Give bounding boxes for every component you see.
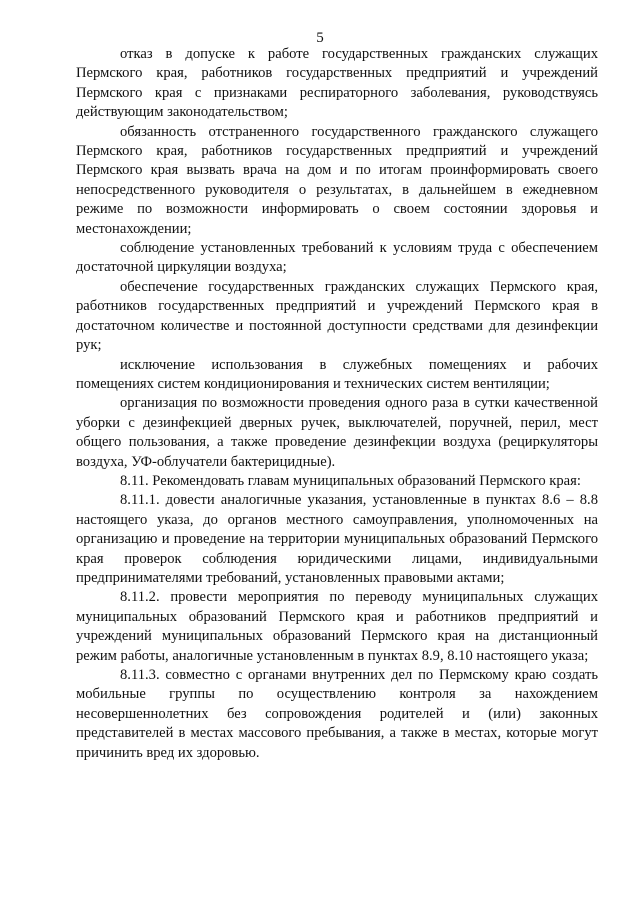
paragraph-9: 8.11.2. провести мероприятия по переводу муниципальных служащих муниципальных образований Пермского края и работников предприятий и учреждений муниципальных образований Пермского края на дистанционный режим работы, аналогичные установленным в пунктах 8.9, 8.10 настоящего указа; bbox=[76, 589, 598, 664]
paragraph-7: 8.11. Рекомендовать главам муниципальных образований Пермского края: bbox=[120, 472, 581, 489]
paragraph-10: 8.11.3. совместно с органами внутренних дел по Пермскому краю создать мобильные группы по осуществлению контроля за нахождением несовершеннолетних без сопровождения родителей и (или) законных представителей в местах массового пребывания, а также в местах, которые могут причинить вред их здоровью. bbox=[76, 667, 598, 761]
paragraph-4: обеспечение государственных гражданских служащих Пермского края, работников государственных предприятий и учреждений Пермского края в достаточном количестве и постоянной доступности средствами для дезинфекции рук; bbox=[76, 278, 598, 354]
paragraph-8: 8.11.1. довести аналогичные указания, установленные в пунктах 8.6 – 8.8 настоящего указа, до органов местного самоуправления, уполномоченных на организацию и проведение на территории муниципальных образований Пермского края проверок соблюдения юридическими лицами, индивидуальными предпринимателями требований, установленных правовыми актами; bbox=[76, 492, 598, 586]
paragraph-5: исключение использования в служебных помещениях и рабочих помещениях систем кондиционирования и технических систем вентиляции; bbox=[76, 356, 598, 392]
paragraph-1: отказ в допуске к работе государственных гражданских служащих Пермского края, работников государственных предприятий и учреждений Пермского края с признаками респираторного заболевания, руководствуясь действующим законодательством; bbox=[76, 46, 598, 121]
page-number: 5 bbox=[316, 30, 324, 46]
document-body bbox=[76, 45, 598, 763]
paragraph-3: соблюдение установленных требований к условиям труда с обеспечением достаточной циркуляции воздуха; bbox=[76, 240, 598, 276]
paragraph-2: обязанность отстраненного государственного гражданского служащего Пермского края, работников государственных предприятий и учреждений Пермского края вызвать врача на дом и по итогам проинформировать своего непосредственного руководителя о результатах, в дальнейшем в ежедневном режиме по возможности информировать о своем состоянии здоровья и местонахождении; bbox=[76, 123, 598, 237]
paragraph-6: организация по возможности проведения одного раза в сутки качественной уборки с дезинфекцией дверных ручек, выключателей, поручней, перил, мест общего пользования, а также проведение дезинфекции воздуха (рециркуляторы воздуха, УФ-облучатели бактерицидные). bbox=[76, 395, 598, 470]
